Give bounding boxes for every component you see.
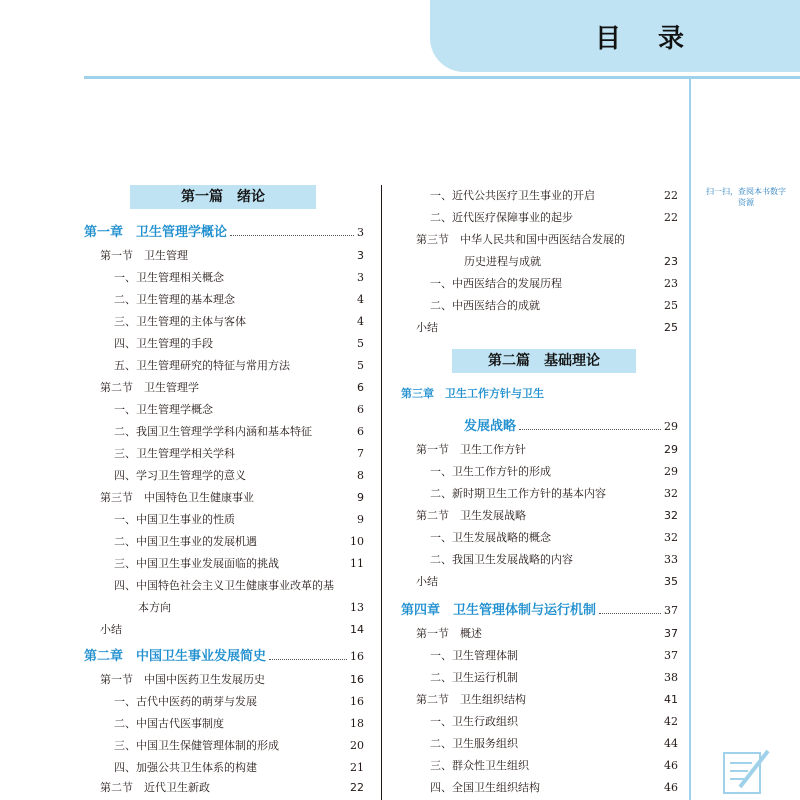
toc-subsection[interactable]: 二、卫生运行机制 38 bbox=[430, 671, 678, 684]
toc-subsection[interactable]: 二、中西医结合的成就 25 bbox=[430, 299, 678, 312]
toc-subsection[interactable]: 四、加强公共卫生体系的构建 21 bbox=[114, 761, 364, 774]
toc-subsection[interactable]: 二、近代医疗保障事业的起步 22 bbox=[430, 211, 678, 224]
toc-subsection[interactable]: 二、新时期卫生工作方针的基本内容 32 bbox=[430, 487, 678, 500]
toc-section[interactable]: 第二节 近代卫生新政 22 bbox=[100, 781, 364, 794]
toc-chapter-1[interactable]: 第一章 卫生管理学概论 3 bbox=[84, 225, 364, 240]
toc-summary[interactable]: 小结 14 bbox=[100, 623, 364, 636]
scan-note[interactable]: 扫一扫，查阅本书数字资源 bbox=[706, 187, 786, 207]
toc-subsection[interactable]: 四、全国卫生组织结构 46 bbox=[430, 781, 678, 794]
toc-subsection[interactable]: 一、中国卫生事业的性质 9 bbox=[114, 513, 364, 526]
toc-subsection[interactable]: 五、卫生管理研究的特征与常用方法 5 bbox=[114, 359, 364, 372]
toc-section[interactable]: 第一节 中国中医药卫生发展历史 16 bbox=[100, 673, 364, 686]
part-title-1: 第一篇 绪论 bbox=[130, 185, 316, 209]
toc-subsection[interactable]: 一、卫生工作方针的形成 29 bbox=[430, 465, 678, 478]
toc-subsection[interactable]: 一、卫生行政组织 42 bbox=[430, 715, 678, 728]
header-divider bbox=[84, 76, 800, 79]
toc-section[interactable]: 第一节 卫生管理 3 bbox=[100, 249, 364, 262]
toc-subsection[interactable]: 一、卫生管理体制 37 bbox=[430, 649, 678, 662]
toc-subsection[interactable]: 一、卫生管理相关概念 3 bbox=[114, 271, 364, 284]
toc-subsection[interactable]: 二、卫生管理的基本理念 4 bbox=[114, 293, 364, 306]
toc-chapter-2[interactable]: 第二章 中国卫生事业发展简史 16 bbox=[84, 649, 364, 664]
toc-subsection[interactable]: 三、卫生管理学相关学科 7 bbox=[114, 447, 364, 460]
toc-subsection-line1[interactable]: 四、中国特色社会主义卫生健康事业改革的基 bbox=[114, 579, 334, 592]
toc-section[interactable]: 第三节 中国特色卫生健康事业 9 bbox=[100, 491, 364, 504]
part-title-2: 第二篇 基础理论 bbox=[452, 349, 636, 373]
column-divider bbox=[381, 185, 382, 800]
toc-section[interactable]: 第二节 卫生组织结构 41 bbox=[416, 693, 678, 706]
toc-summary[interactable]: 小结 35 bbox=[416, 575, 678, 588]
toc-subsection[interactable]: 一、卫生发展战略的概念 32 bbox=[430, 531, 678, 544]
toc-subsection[interactable]: 一、卫生管理学概念 6 bbox=[114, 403, 364, 416]
toc-subsection[interactable]: 一、近代公共医疗卫生事业的开启 22 bbox=[430, 189, 678, 202]
toc-section-line1[interactable]: 第三节 中华人民共和国中西医结合发展的 bbox=[416, 233, 625, 246]
page-title: 目 录 bbox=[595, 24, 699, 54]
toc-section[interactable]: 第二节 卫生管理学 6 bbox=[100, 381, 364, 394]
toc-subsection[interactable]: 二、我国卫生发展战略的内容 33 bbox=[430, 553, 678, 566]
toc-section[interactable]: 第一节 卫生工作方针 29 bbox=[416, 443, 678, 456]
toc-subsection[interactable]: 四、卫生管理的手段 5 bbox=[114, 337, 364, 350]
toc-section[interactable]: 历史进程与成就 23 bbox=[464, 255, 678, 268]
toc-subsection[interactable]: 二、中国卫生事业的发展机遇 10 bbox=[114, 535, 364, 548]
toc-subsection[interactable]: 三、中国卫生保健管理体制的形成 20 bbox=[114, 739, 364, 752]
toc-chapter-3[interactable]: 发展战略 29 bbox=[464, 419, 678, 434]
toc-subsection[interactable]: 一、中西医结合的发展历程 23 bbox=[430, 277, 678, 290]
toc-section[interactable]: 第一节 概述 37 bbox=[416, 627, 678, 640]
toc-section[interactable]: 第二节 卫生发展战略 32 bbox=[416, 509, 678, 522]
toc-chapter-4[interactable]: 第四章 卫生管理体制与运行机制 37 bbox=[401, 603, 678, 618]
margin-divider bbox=[689, 79, 691, 800]
toc-subsection[interactable]: 二、卫生服务组织 44 bbox=[430, 737, 678, 750]
toc-subsection[interactable]: 本方向 13 bbox=[138, 601, 364, 614]
toc-summary[interactable]: 小结 25 bbox=[416, 321, 678, 334]
toc-subsection[interactable]: 二、我国卫生管理学学科内涵和基本特征 6 bbox=[114, 425, 364, 438]
toc-subsection[interactable]: 四、学习卫生管理学的意义 8 bbox=[114, 469, 364, 482]
notepad-pen-icon bbox=[718, 745, 774, 797]
toc-subsection[interactable]: 一、古代中医药的萌芽与发展 16 bbox=[114, 695, 364, 708]
toc-subsection[interactable]: 三、中国卫生事业发展面临的挑战 11 bbox=[114, 557, 364, 570]
toc-subsection[interactable]: 三、卫生管理的主体与客体 4 bbox=[114, 315, 364, 328]
toc-subsection[interactable]: 三、群众性卫生组织 46 bbox=[430, 759, 678, 772]
toc-chapter-3-line1[interactable]: 第三章 卫生工作方针与卫生 bbox=[401, 387, 544, 400]
toc-subsection[interactable]: 二、中国古代医事制度 18 bbox=[114, 717, 364, 730]
